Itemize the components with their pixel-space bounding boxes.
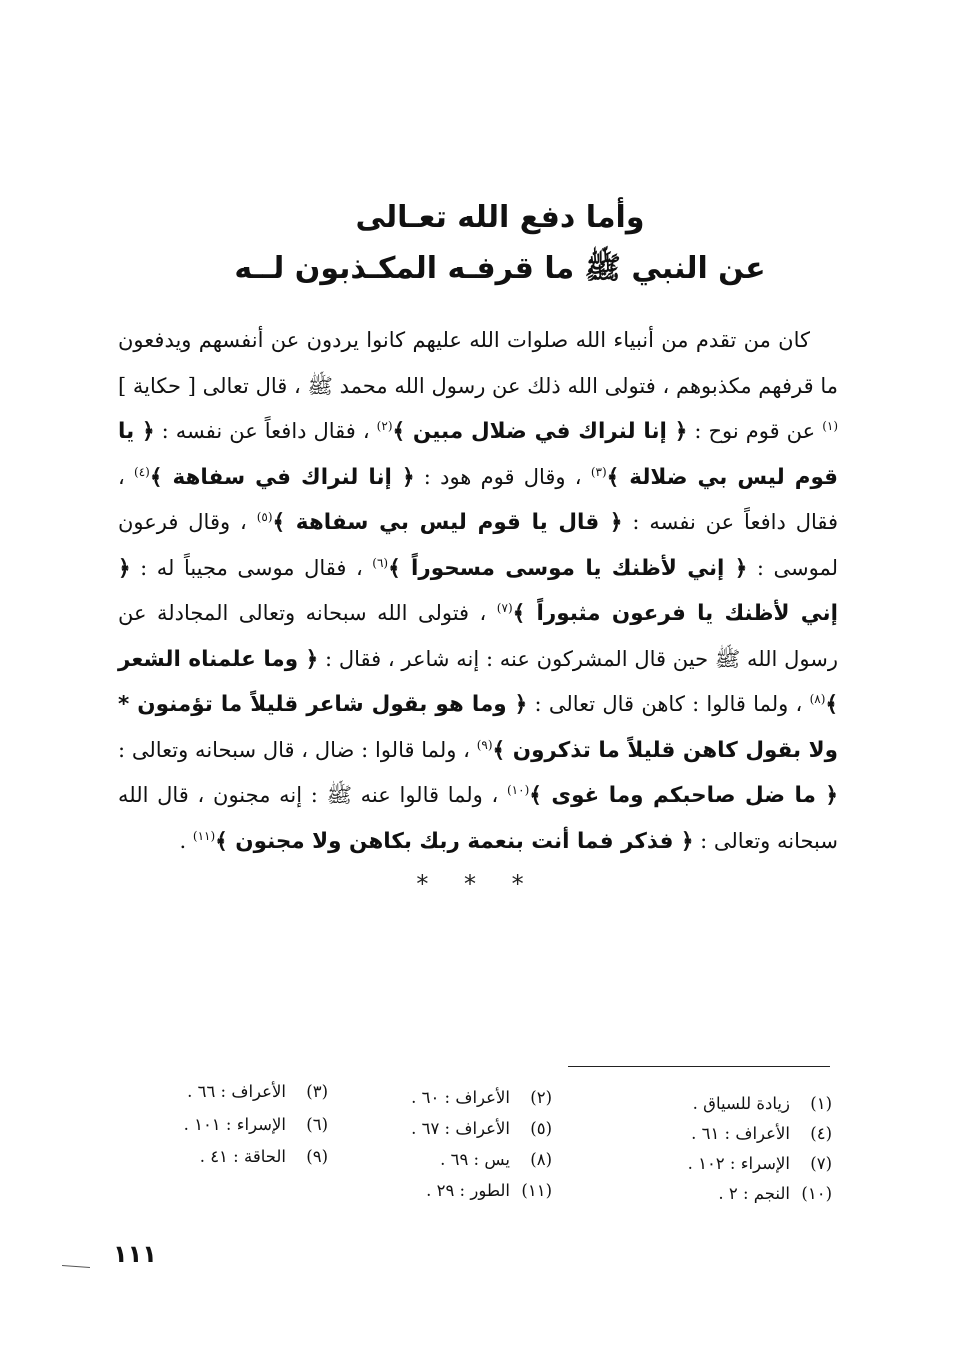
section-heading-line-1: وأما دفع الله تعـالى <box>355 200 645 235</box>
footnote-number: (٣) <box>306 1082 328 1101</box>
section-heading-line-2: عن النبي ﷺ ما قرفـه المكـذبون لــه <box>234 251 766 286</box>
footnote-item <box>693 1094 832 1113</box>
body-text-segment: ، فتولى الله سبحانه وتعالى المجادلة عن رسول الله ﷺ حين قال المشركون عنه : إنه شاعر ، فقال : <box>118 601 838 671</box>
footnote-text: يس : ٦٩ . <box>440 1150 510 1169</box>
footnote-item <box>688 1154 832 1173</box>
body-text-segment: عن قوم نوح : <box>687 419 823 443</box>
quranic-quote: ﴿ وما هو بقول شاعر قليلاً ما تؤمنون * ولا بقول كاهن قليلاً ما تذكرون ﴾ <box>118 692 838 763</box>
body-text-segment: كان من تقدم من أنبياء الله صلوات الله عليهم كانوا يردون عن أنفسهم ويدفعون ما قرفهم مكذبوهم ، فتولى الله ذلك عن رسول الله محمد ﷺ ، قال تعالى [ حكاية ] <box>118 328 838 398</box>
footnote-text: الطور : ٢٩ . <box>426 1181 510 1200</box>
footnote-item <box>411 1119 552 1138</box>
footnote-text: الأعراف : ٦٠ . <box>411 1088 510 1107</box>
body-paragraph <box>118 318 838 864</box>
footnote-text: الأعراف : ٦١ . <box>691 1124 790 1143</box>
footnote-number: (٩) <box>306 1147 328 1166</box>
quranic-quote: ﴿ إني لأظنك يا موسى مسحوراً ﴾ <box>388 555 748 581</box>
quranic-quote: ﴿ ما ضل صاحبكم وما غوى ﴾ <box>529 783 838 808</box>
quranic-quote: ﴿ إنا لنراك في سفاهة ﴾ <box>149 464 415 490</box>
footnote-number: (٦) <box>306 1115 328 1134</box>
footnote-item <box>187 1082 328 1101</box>
footnote-marker: (١١) <box>192 828 216 843</box>
footnote-marker: (٦) <box>372 555 389 570</box>
footnote-text: الحاقة : ٤١ . <box>199 1147 286 1166</box>
body-text-segment: . <box>179 828 193 853</box>
footnote-marker: (٩) <box>476 737 493 752</box>
footnote-text: زيادة للسياق . <box>692 1094 790 1113</box>
quranic-quote: ﴿ إني لأظنك يا فرعون مثبوراً ﴾ <box>118 555 838 626</box>
footnote-marker: (٤) <box>134 464 150 479</box>
footnote-number: (١١) <box>521 1181 552 1200</box>
body-text-segment: ، ولما قالوا : كاهن قال تعالى : <box>527 692 810 716</box>
body-text-segment: ، ولما قالوا عنه ﷺ : إنه مجنون ، قال الله سبحانه وتعالى : <box>118 783 838 853</box>
footnote-item <box>184 1115 328 1134</box>
footnote-marker: (١) <box>822 419 839 433</box>
footnote-item <box>200 1147 328 1166</box>
footnote-number: (٧) <box>810 1154 832 1173</box>
footnote-item <box>426 1181 552 1200</box>
quranic-quote: ﴿ فذكر فما أنت بنعمة ربك بكاهن ولا مجنون ﴾ <box>215 828 694 854</box>
body-text-segment: ، فقال دافعاً عن نفسه : <box>154 419 377 443</box>
footnote-marker: (٣) <box>590 464 607 479</box>
footnote-item <box>440 1150 552 1169</box>
footnote-marker: (٧) <box>496 601 513 615</box>
body-text-segment: ، ولما قالوا : ضال ، قال سبحانه وتعالى : <box>118 737 477 762</box>
footnote-number: (٤) <box>810 1124 832 1143</box>
footnote-divider <box>568 1066 830 1067</box>
body-text-segment: ، فقال موسى مجيباً له : <box>130 555 373 580</box>
quranic-quote: ﴿ يا قوم ليس بي ضلالة ﴾ <box>118 419 839 490</box>
body-text-segment: ، فقال دافعاً عن نفسه : <box>118 464 839 534</box>
quranic-quote: ﴿ وما علمناه الشعر ﴾ <box>118 646 838 717</box>
section-separator: * * * <box>416 870 538 898</box>
footnote-text: الإسراء : ١٠٢ . <box>687 1154 790 1173</box>
footnote-marker: (٥) <box>256 510 273 524</box>
footnote-number: (١) <box>810 1094 832 1113</box>
margin-mark <box>62 1265 90 1268</box>
footnote-number: (٢) <box>530 1088 552 1107</box>
footnote-text: الأعراف : ٦٧ . <box>411 1119 510 1138</box>
footnote-marker: (١٠) <box>506 783 530 797</box>
footnote-marker: (٢) <box>376 419 393 433</box>
footnote-marker: (٨) <box>809 692 826 706</box>
footnote-text: الإسراء : ١٠١ . <box>183 1115 286 1134</box>
footnote-text: الأعراف : ٦٦ . <box>187 1082 286 1101</box>
footnote-number: (٨) <box>530 1150 552 1169</box>
body-text-segment: ، وقال فرعون لموسى : <box>118 510 838 580</box>
body-text-segment: ، وقال قوم هود : <box>414 464 591 489</box>
footnote-number: (٥) <box>530 1119 552 1138</box>
footnote-text: النجم : ٢ . <box>718 1184 790 1203</box>
footnote-item <box>411 1088 552 1107</box>
footnote-number: (١٠) <box>801 1184 832 1203</box>
footnote-item <box>691 1124 832 1143</box>
page-number: ١١١ <box>113 1240 157 1268</box>
footnote-item <box>718 1184 832 1203</box>
quranic-quote: ﴿ إنا لنراك في ضلال مبين ﴾ <box>392 419 688 444</box>
quranic-quote: ﴿ قال يا قوم ليس بي سفاهة ﴾ <box>272 510 623 535</box>
